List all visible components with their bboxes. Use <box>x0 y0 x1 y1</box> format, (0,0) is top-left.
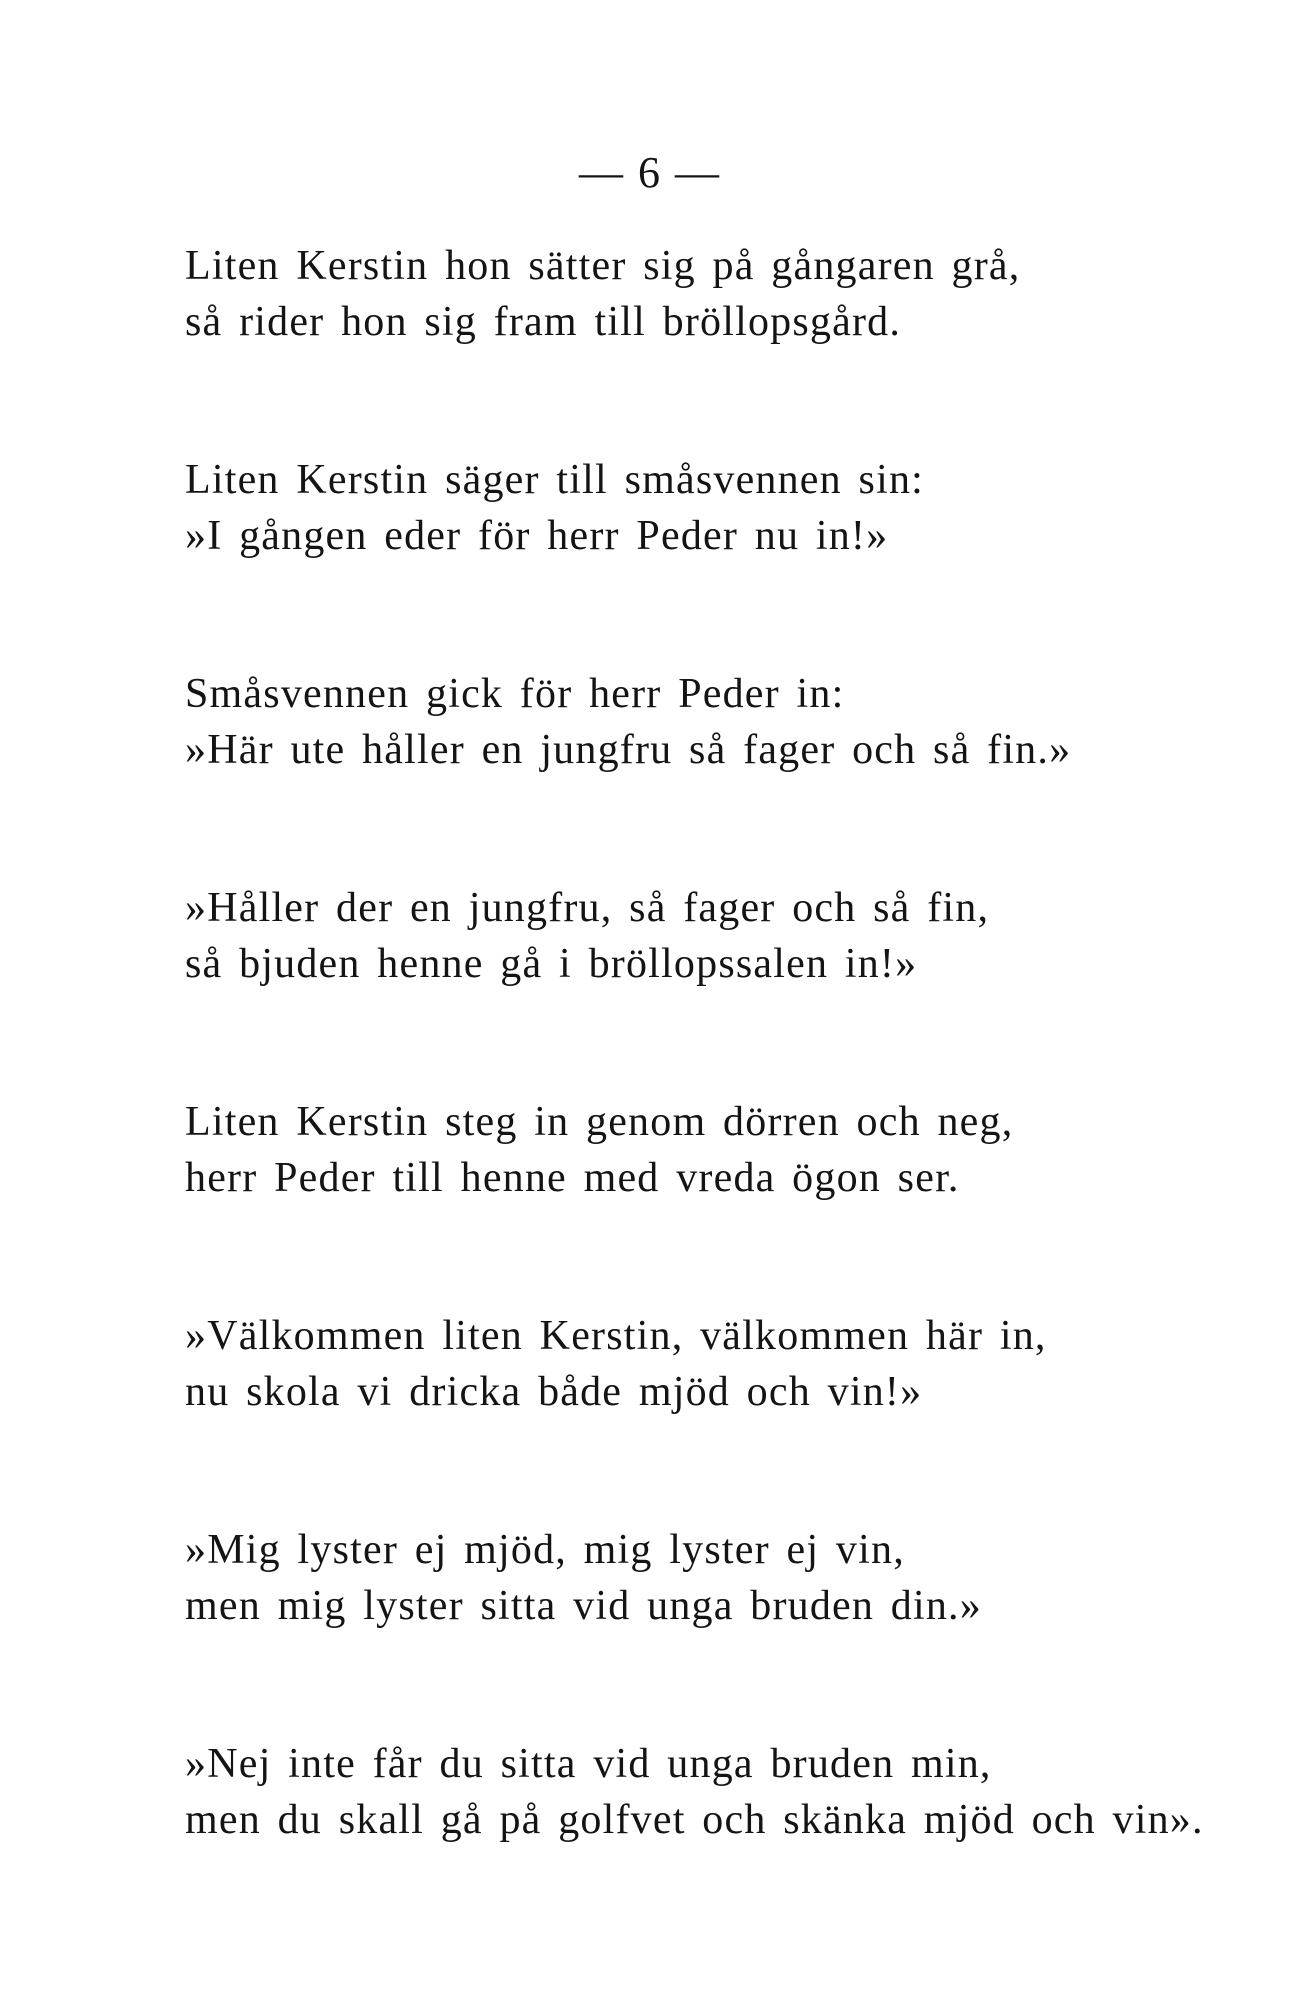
verse-line: nu skola vi dricka både mjöd och vin!» <box>185 1369 923 1415</box>
verse-line: »Håller der en jungfru, så fager och så fin, <box>185 885 990 931</box>
verse-line: Liten Kerstin steg in genom dörren och neg, <box>185 1099 1014 1145</box>
stanza-2 <box>185 452 1265 564</box>
stanza-1 <box>185 238 1265 350</box>
stanza-8 <box>185 1736 1265 1848</box>
verse-line: »Välkommen liten Kerstin, välkommen här in, <box>185 1313 1047 1359</box>
stanza-7 <box>185 1522 1265 1634</box>
verse-line: men du skall gå på golfvet och skänka mjöd och vin». <box>185 1797 1204 1843</box>
stanza-4 <box>185 880 1265 992</box>
verse-line: Liten Kerstin säger till småsvennen sin: <box>185 457 925 503</box>
poem <box>185 238 1265 1950</box>
stanza-6 <box>185 1308 1265 1420</box>
verse-line: men mig lyster sitta vid unga bruden din.» <box>185 1583 982 1629</box>
verse-line: »Här ute håller en jungfru så fager och så fin.» <box>185 727 1072 773</box>
verse-line: Småsvennen gick för herr Peder in: <box>185 671 845 717</box>
verse-line: så rider hon sig fram till bröllopsgård. <box>185 299 902 345</box>
verse-line: »I gången eder för herr Peder nu in!» <box>185 513 889 559</box>
page-number: — 6 — <box>579 148 721 197</box>
verse-line: »Mig lyster ej mjöd, mig lyster ej vin, <box>185 1527 905 1573</box>
verse-line: »Nej inte får du sitta vid unga bruden min, <box>185 1741 992 1787</box>
stanza-3 <box>185 666 1265 778</box>
stanza-5 <box>185 1094 1265 1206</box>
verse-line: så bjuden henne gå i bröllopssalen in!» <box>185 941 918 987</box>
verse-line: Liten Kerstin hon sätter sig på gångaren grå, <box>185 243 1021 289</box>
verse-line: herr Peder till henne med vreda ögon ser. <box>185 1155 960 1201</box>
